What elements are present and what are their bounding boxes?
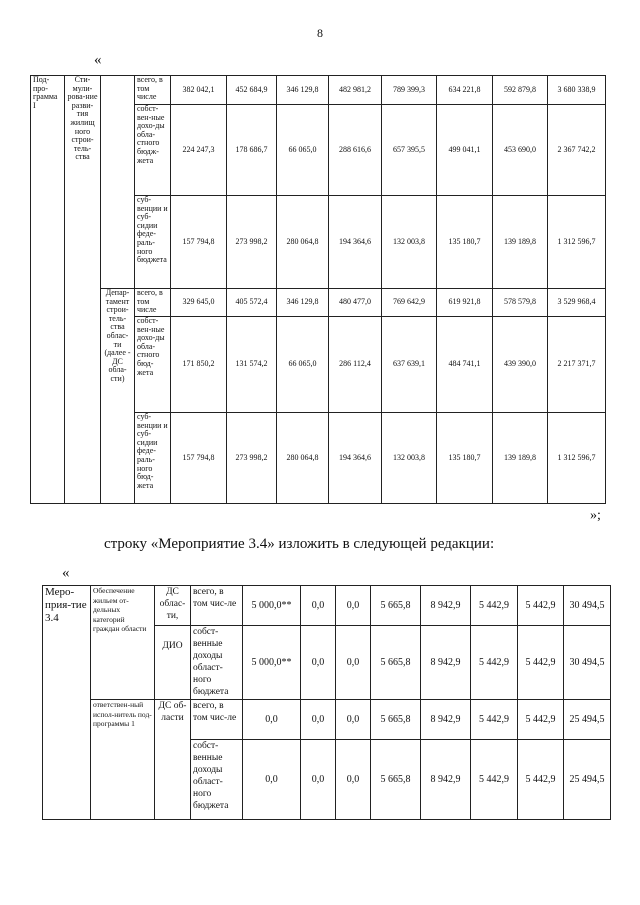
row-label: всего, в том чис-ле xyxy=(191,700,243,740)
table-cell: 139 189,8 xyxy=(493,413,548,504)
table-cell: 0,0 xyxy=(336,586,371,626)
program-table xyxy=(30,75,606,504)
table-cell: 171 850,2 xyxy=(171,317,227,413)
table-cell: 619 921,8 xyxy=(437,289,493,317)
table-cell: 8 942,9 xyxy=(421,626,471,700)
table-cell: 66 065,0 xyxy=(277,105,329,196)
table-cell: 484 741,1 xyxy=(437,317,493,413)
table-cell: 286 112,4 xyxy=(329,317,382,413)
executor-cell: ДС об-ласти xyxy=(155,700,191,820)
table-cell: 5 000,0** xyxy=(243,586,301,626)
table-cell: 5 442,9 xyxy=(518,586,564,626)
table-cell: 273 998,2 xyxy=(227,196,277,289)
row-label: суб-венции и суб-сидии феде-раль-ного бюд-жета xyxy=(135,413,171,504)
row-label: всего, в том числе xyxy=(135,76,171,105)
table-cell: 5 000,0** xyxy=(243,626,301,700)
table-cell: 5 665,8 xyxy=(371,626,421,700)
table-cell: 657 395,5 xyxy=(382,105,437,196)
row-label: всего, в том чис-ле xyxy=(191,586,243,626)
table-cell: 346 129,8 xyxy=(277,76,329,105)
empty-executor-cell xyxy=(101,76,135,289)
table-cell: 5 665,8 xyxy=(371,740,421,820)
table-cell: 224 247,3 xyxy=(171,105,227,196)
table-cell: 382 042,1 xyxy=(171,76,227,105)
row-label: суб-венции и суб-сидии феде-раль-ного бюджета xyxy=(135,196,171,289)
table-cell: 139 189,8 xyxy=(493,196,548,289)
activity-number: Меро-прия-тие 3.4 xyxy=(43,586,91,820)
instruction-paragraph: строку «Мероприятие 3.4» изложить в следующей редакции: xyxy=(104,536,495,552)
table-cell: 131 574,2 xyxy=(227,317,277,413)
table-cell: 132 003,8 xyxy=(382,196,437,289)
open-quote-1: « xyxy=(94,52,102,68)
table-cell: 135 180,7 xyxy=(437,413,493,504)
table-cell: 2 367 742,2 xyxy=(548,105,606,196)
row-label: собст-венные доходы област-ного бюджета xyxy=(191,740,243,820)
table-cell: 0,0 xyxy=(301,740,336,820)
table-cell: 634 221,8 xyxy=(437,76,493,105)
table-cell: 8 942,9 xyxy=(421,586,471,626)
table-row xyxy=(31,76,606,105)
table-cell: 0,0 xyxy=(336,626,371,700)
table-cell: 2 217 371,7 xyxy=(548,317,606,413)
row-label: собст-вен-ные дохо-ды обла-стного бюдж-жета xyxy=(135,105,171,196)
row-label: собст-венные доходы област-ного бюджета xyxy=(191,626,243,700)
close-quote-1: »; xyxy=(590,508,601,523)
table-cell: 5 442,9 xyxy=(518,740,564,820)
table-cell: 0,0 xyxy=(301,586,336,626)
responsible-executor: ответствен-ный испол-нитель под-программы 1 xyxy=(91,700,155,820)
table-cell: 280 064,8 xyxy=(277,196,329,289)
executor-cell: ДИО xyxy=(155,626,191,700)
table-cell: 8 942,9 xyxy=(421,700,471,740)
table-cell: 25 494,5 xyxy=(564,700,611,740)
activity-name: Обеспечение жильем от-дельных категорий граждан области xyxy=(91,586,155,700)
table-cell: 288 616,6 xyxy=(329,105,382,196)
table-cell: 135 180,7 xyxy=(437,196,493,289)
table-cell: 1 312 596,7 xyxy=(548,413,606,504)
table-cell: 157 794,8 xyxy=(171,196,227,289)
table-cell: 592 879,8 xyxy=(493,76,548,105)
table-cell: 405 572,4 xyxy=(227,289,277,317)
table-row xyxy=(43,700,611,740)
table-cell: 273 998,2 xyxy=(227,413,277,504)
table-cell: 66 065,0 xyxy=(277,317,329,413)
table-cell: 769 642,9 xyxy=(382,289,437,317)
table-cell: 5 442,9 xyxy=(518,626,564,700)
table-cell: 0,0 xyxy=(336,740,371,820)
table-cell: 194 364,6 xyxy=(329,413,382,504)
program-title: Сти-мули-рова-ние разви-тия жилищ ного строи-тель-ства xyxy=(65,76,101,504)
table-cell: 637 639,1 xyxy=(382,317,437,413)
table-cell: 480 477,0 xyxy=(329,289,382,317)
table-cell: 194 364,6 xyxy=(329,196,382,289)
table-cell: 3 529 968,4 xyxy=(548,289,606,317)
row-label: всего, в том числе xyxy=(135,289,171,317)
table-cell: 30 494,5 xyxy=(564,626,611,700)
table-cell: 0,0 xyxy=(243,740,301,820)
table-cell: 0,0 xyxy=(301,626,336,700)
activity-table xyxy=(42,585,611,820)
table-cell: 499 041,1 xyxy=(437,105,493,196)
table-cell: 0,0 xyxy=(243,700,301,740)
table-cell: 1 312 596,7 xyxy=(548,196,606,289)
table-cell: 5 442,9 xyxy=(471,700,518,740)
table-cell: 482 981,2 xyxy=(329,76,382,105)
table-cell: 5 442,9 xyxy=(518,700,564,740)
table-row xyxy=(43,586,611,626)
table-cell: 578 579,8 xyxy=(493,289,548,317)
table-cell: 157 794,8 xyxy=(171,413,227,504)
table-cell: 0,0 xyxy=(301,700,336,740)
table-cell: 453 690,0 xyxy=(493,105,548,196)
table-cell: 5 665,8 xyxy=(371,700,421,740)
table-cell: 5 442,9 xyxy=(471,626,518,700)
table-row xyxy=(31,289,606,317)
table-cell: 5 442,9 xyxy=(471,740,518,820)
page-number: 8 xyxy=(317,26,323,40)
table-cell: 3 680 338,9 xyxy=(548,76,606,105)
table-cell: 439 390,0 xyxy=(493,317,548,413)
table-cell: 8 942,9 xyxy=(421,740,471,820)
open-quote-2: « xyxy=(62,565,70,581)
table-cell: 5 442,9 xyxy=(471,586,518,626)
table-cell: 25 494,5 xyxy=(564,740,611,820)
program-name: Под-про-грамма I xyxy=(31,76,65,504)
executor-cell: ДС облас-ти, xyxy=(155,586,191,626)
table-cell: 346 129,8 xyxy=(277,289,329,317)
table-cell: 452 684,9 xyxy=(227,76,277,105)
table-cell: 30 494,5 xyxy=(564,586,611,626)
table-cell: 789 399,3 xyxy=(382,76,437,105)
table-cell: 5 665,8 xyxy=(371,586,421,626)
row-label: собст-вен-ные дохо-ды обла-стного бюд-жета xyxy=(135,317,171,413)
table-cell: 0,0 xyxy=(336,700,371,740)
table-cell: 132 003,8 xyxy=(382,413,437,504)
table-cell: 178 686,7 xyxy=(227,105,277,196)
table-cell: 280 064,8 xyxy=(277,413,329,504)
table-cell: 329 645,0 xyxy=(171,289,227,317)
department-name: Депар-тамент строи-тель-ства облас-ти (далее - ДС обла-сти) xyxy=(101,289,135,504)
